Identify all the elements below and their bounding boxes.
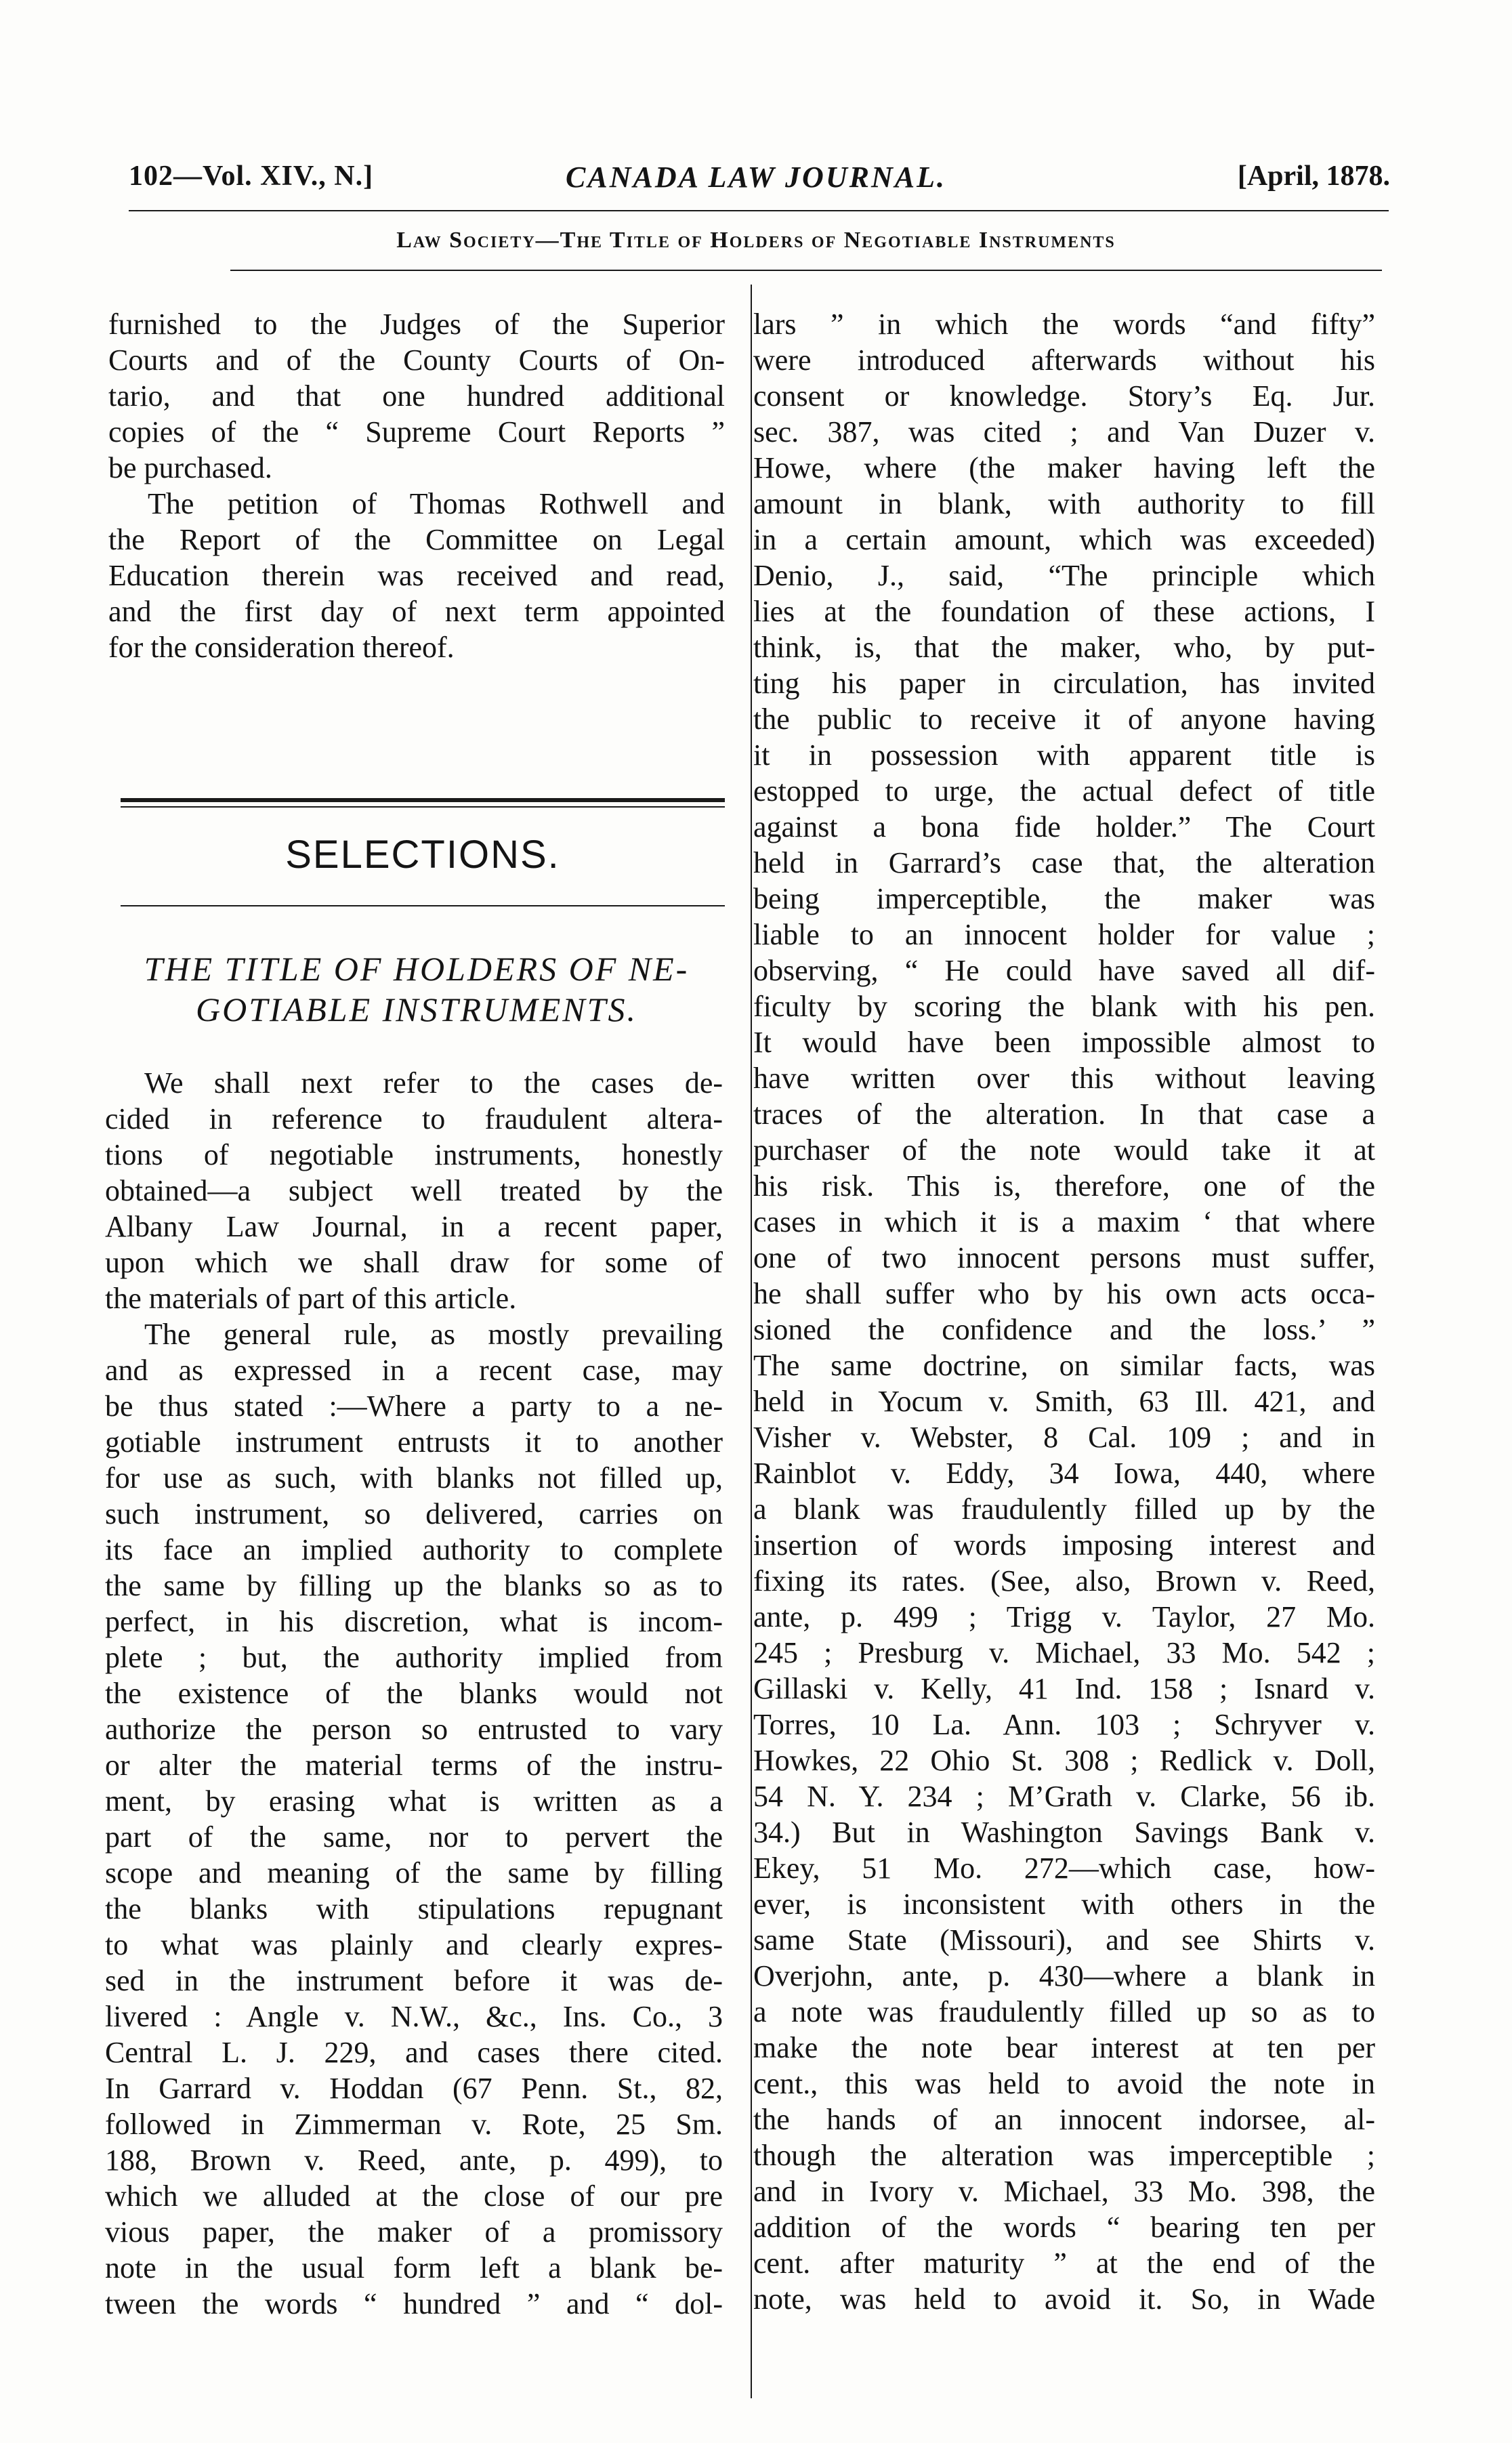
article-paragraph-2: [105, 1316, 723, 2322]
text-line: Gillaski v. Kelly, 41 Ind. 158 ; Isnard v.: [753, 1672, 1375, 1705]
text-line: amount in blank, with authority to fill: [753, 487, 1375, 520]
running-head-journal-title: CANADA LAW JOURNAL.: [566, 161, 946, 194]
text-line: the public to receive it of anyone having: [753, 703, 1375, 736]
text-line: the blanks with stipulations repugnant: [105, 1892, 723, 1925]
text-line: scope and meaning of the same by filling: [105, 1856, 723, 1889]
selections-rule-top-thin: [121, 806, 725, 808]
text-line: for the consideration thereof.: [108, 631, 455, 664]
text-line: one of two innocent persons must suffer,: [753, 1241, 1375, 1274]
text-line: We shall next refer to the cases de-: [144, 1066, 723, 1100]
text-line: in a certain amount, which was exceeded): [753, 523, 1375, 556]
text-line: sioned the confidence and the loss.’ ”: [753, 1313, 1375, 1346]
text-line: vious paper, the maker of a promissory: [105, 2215, 723, 2249]
text-line: though the alteration was imperceptible ;: [753, 2139, 1375, 2172]
text-line: Visher v. Webster, 8 Cal. 109 ; and in: [753, 1421, 1375, 1454]
text-line: cent., this was held to avoid the note in: [753, 2067, 1375, 2100]
text-line: 54 N. Y. 234 ; M’Grath v. Clarke, 56 ib.: [753, 1780, 1375, 1813]
text-line: it in possession with apparent title is: [753, 738, 1375, 772]
text-line: insertion of words imposing interest and: [753, 1528, 1375, 1562]
text-line: livered : Angle v. N.W., &c., Ins. Co., 3: [105, 2000, 723, 2033]
text-line: followed in Zimmerman v. Rote, 25 Sm.: [105, 2108, 723, 2141]
text-line: lars ” in which the words “and fifty”: [753, 308, 1375, 341]
text-line: observing, “ He could have saved all dif-: [753, 954, 1375, 987]
text-line: Rainblot v. Eddy, 34 Iowa, 440, where: [753, 1457, 1375, 1490]
text-line: sed in the instrument before it was de-: [105, 1964, 723, 1997]
text-line: In Garrard v. Hoddan (67 Penn. St., 82,: [105, 2072, 723, 2105]
text-line: the materials of part of this article.: [105, 1282, 517, 1315]
header-rule-top: [129, 210, 1389, 211]
text-line: purchaser of the note would take it at: [753, 1133, 1375, 1167]
text-line: plete ; but, the authority implied from: [105, 1641, 723, 1674]
text-line: its face an implied authority to complete: [105, 1533, 723, 1566]
text-line: Central L. J. 229, and cases there cited.: [105, 2036, 723, 2069]
text-line: Howkes, 22 Ohio St. 308 ; Redlick v. Doll,: [753, 1744, 1375, 1777]
text-line: 188, Brown v. Reed, ante, p. 499), to: [105, 2144, 723, 2177]
text-line: cent. after maturity ” at the end of the: [753, 2247, 1375, 2280]
selections-rule-top-thick: [121, 798, 725, 802]
text-line: ment, by erasing what is written as a: [105, 1784, 723, 1818]
text-line: a blank was fraudulently filled up by the: [753, 1492, 1375, 1526]
text-line: tario, and that one hundred additional: [108, 379, 725, 413]
text-line: he shall suffer who by his own acts occa-: [753, 1277, 1375, 1310]
text-line: the existence of the blanks would not: [105, 1677, 723, 1710]
text-line: perfect, in his discretion, what is incom-: [105, 1605, 723, 1638]
right-column-text: [753, 306, 1375, 2317]
text-line: think, is, that the maker, who, by put-: [753, 631, 1375, 664]
section-running-subhead: Law Society—The Title of Holders of Negotiable Instruments: [396, 228, 1116, 253]
text-line: make the note bear interest at ten per: [753, 2031, 1375, 2064]
text-line: addition of the words “ bearing ten per: [753, 2211, 1375, 2244]
text-line: have written over this without leaving: [753, 1062, 1375, 1095]
text-line: The same doctrine, on similar facts, was: [753, 1349, 1375, 1382]
text-line: ante, p. 499 ; Trigg v. Taylor, 27 Mo.: [753, 1600, 1375, 1633]
text-line: sec. 387, was cited ; and Van Duzer v.: [753, 415, 1375, 448]
text-line: which we alluded at the close of our pre: [105, 2179, 723, 2213]
article-title-line-1: THE TITLE OF HOLDERS OF NE-: [144, 950, 690, 988]
text-line: cided in reference to fraudulent altera-: [105, 1102, 723, 1135]
text-line: The general rule, as mostly prevailing: [144, 1318, 723, 1351]
text-line: and the first day of next term appointed: [108, 595, 725, 628]
text-line: furnished to the Judges of the Superior: [108, 308, 725, 341]
text-line: against a bona fide holder.” The Court: [753, 810, 1375, 843]
text-line: Courts and of the County Courts of On-: [108, 343, 725, 377]
text-line: held in Yocum v. Smith, 63 Ill. 421, and: [753, 1385, 1375, 1418]
text-line: ting his paper in circulation, has invited: [753, 667, 1375, 700]
text-line: and as expressed in a recent case, may: [105, 1354, 723, 1387]
text-line: ever, is inconsistent with others in the: [753, 1887, 1375, 1921]
text-line: tween the words “ hundred ” and “ dol-: [105, 2287, 723, 2320]
text-line: were introduced afterwards without his: [753, 343, 1375, 377]
article-body-left: [105, 1065, 723, 2322]
left-column: [108, 306, 725, 665]
text-line: such instrument, so delivered, carries on: [105, 1497, 723, 1530]
text-line: Howe, where (the maker having left the: [753, 451, 1375, 484]
text-line: The petition of Thomas Rothwell and: [148, 487, 725, 520]
text-line: and in Ivory v. Michael, 33 Mo. 398, the: [753, 2175, 1375, 2208]
text-line: note in the usual form left a blank be-: [105, 2251, 723, 2284]
header-rule-bottom: [230, 270, 1382, 271]
selections-heading: SELECTIONS.: [285, 833, 560, 877]
column-divider: [751, 285, 752, 2398]
text-line: Ekey, 51 Mo. 272—which case, how-: [753, 1852, 1375, 1885]
text-line: Education therein was received and read,: [108, 559, 725, 592]
text-line: Torres, 10 La. Ann. 103 ; Schryver v.: [753, 1708, 1375, 1741]
running-head-date: [April, 1878.: [1237, 161, 1390, 192]
text-line: 34.) But in Washington Savings Bank v.: [753, 1816, 1375, 1849]
text-line: or alter the material terms of the instru-: [105, 1749, 723, 1782]
selections-rule-bottom: [121, 905, 725, 906]
article-title: [108, 948, 725, 1030]
text-line: being imperceptible, the maker was: [753, 882, 1375, 915]
text-line: note, was held to avoid it. So, in Wade: [753, 2282, 1375, 2316]
right-column: [753, 306, 1375, 2317]
article-paragraph-1: [105, 1065, 723, 1316]
running-head-page-volume: 102—Vol. XIV., N.]: [129, 161, 374, 192]
text-line: traces of the alteration. In that case a: [753, 1098, 1375, 1131]
text-line: It would have been impossible almost to: [753, 1026, 1375, 1059]
text-line: upon which we shall draw for some of: [105, 1246, 723, 1279]
text-line: part of the same, nor to pervert the: [105, 1820, 723, 1854]
text-line: his risk. This is, therefore, one of the: [753, 1169, 1375, 1203]
text-line: 245 ; Presburg v. Michael, 33 Mo. 542 ;: [753, 1636, 1375, 1669]
text-line: gotiable instrument entrusts it to another: [105, 1425, 723, 1459]
text-line: lies at the foundation of these actions, I: [753, 595, 1375, 628]
text-line: consent or knowledge. Story’s Eq. Jur.: [753, 379, 1375, 413]
text-line: for use as such, with blanks not filled up,: [105, 1461, 723, 1495]
text-line: the hands of an innocent indorsee, al-: [753, 2103, 1375, 2136]
text-line: estopped to urge, the actual defect of title: [753, 774, 1375, 808]
text-line: same State (Missouri), and see Shirts v.: [753, 1923, 1375, 1957]
text-line: tions of negotiable instruments, honestly: [105, 1138, 723, 1171]
text-line: copies of the “ Supreme Court Reports ”: [108, 415, 725, 448]
petition-paragraph: [108, 486, 725, 665]
text-line: Overjohn, ante, p. 430—where a blank in: [753, 1959, 1375, 1992]
text-line: the same by filling up the blanks so as to: [105, 1569, 723, 1602]
text-line: fixing its rates. (See, also, Brown v. Reed,: [753, 1564, 1375, 1598]
text-line: ficulty by scoring the blank with his pen.: [753, 990, 1375, 1023]
text-line: a note was fraudulently filled up so as to: [753, 1995, 1375, 2028]
text-line: Denio, J., said, “The principle which: [753, 559, 1375, 592]
text-line: Albany Law Journal, in a recent paper,: [105, 1210, 723, 1243]
article-title-line-2: GOTIABLE INSTRUMENTS.: [196, 990, 637, 1028]
text-line: cases in which it is a maxim ‘ that where: [753, 1205, 1375, 1238]
text-line: be thus stated :—Where a party to a ne-: [105, 1390, 723, 1423]
text-line: obtained—a subject well treated by the: [105, 1174, 723, 1207]
minutes-paragraph: [108, 306, 725, 486]
text-line: be purchased.: [108, 451, 272, 484]
text-line: the Report of the Committee on Legal: [108, 523, 725, 556]
text-line: liable to an innocent holder for value ;: [753, 918, 1375, 951]
text-line: to what was plainly and clearly expres-: [105, 1928, 723, 1961]
text-line: authorize the person so entrusted to vary: [105, 1713, 723, 1746]
text-line: held in Garrard’s case that, the alteration: [753, 846, 1375, 879]
